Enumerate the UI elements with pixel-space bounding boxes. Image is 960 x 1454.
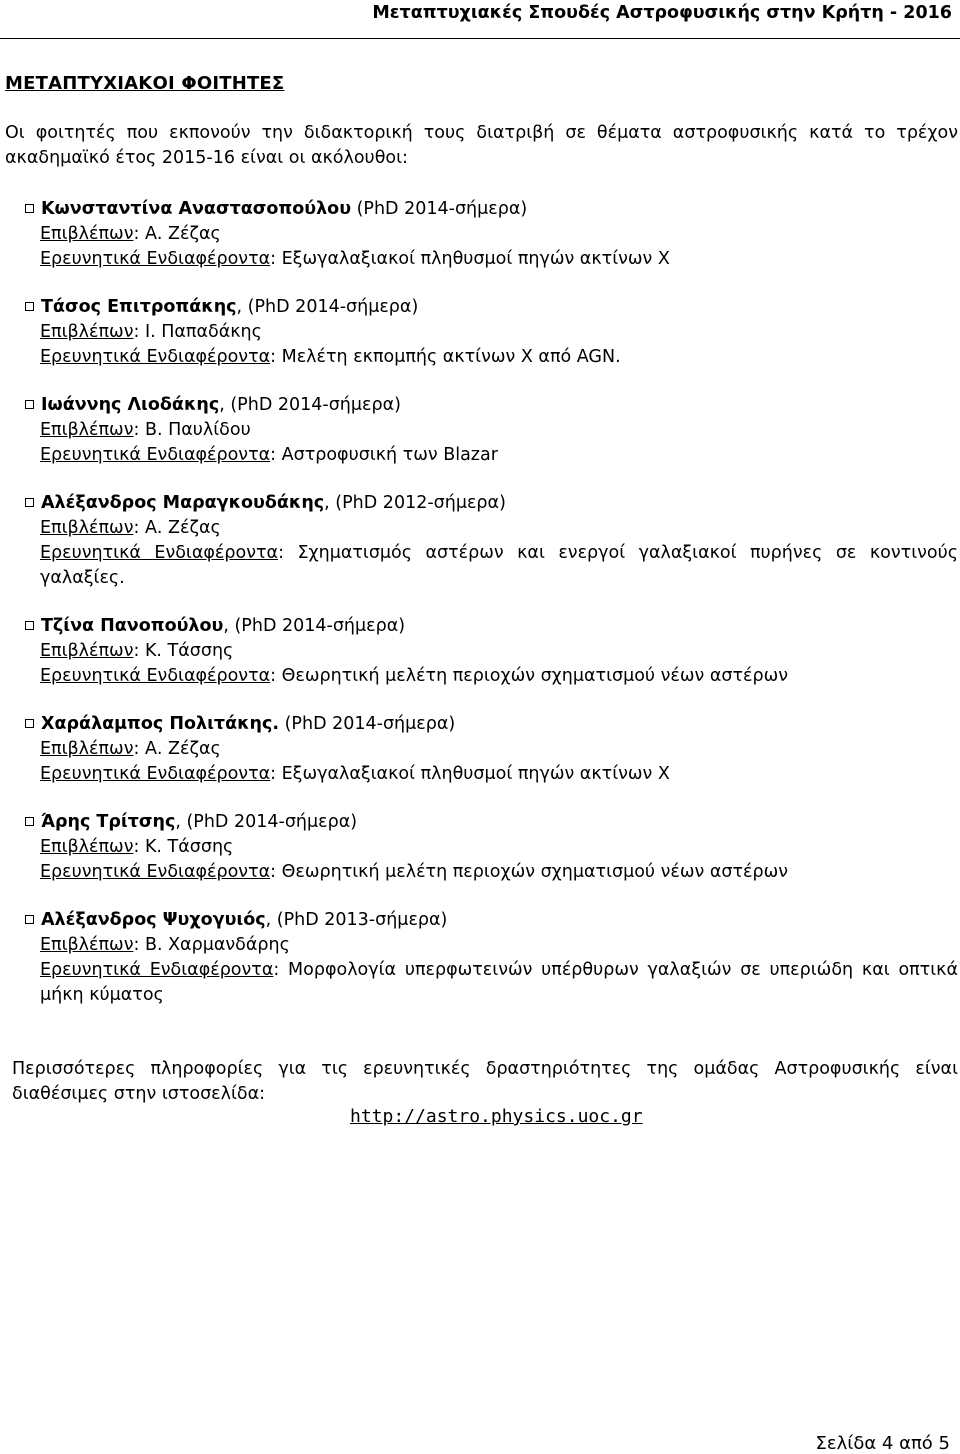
- interests-line: Ερευνητικά Ενδιαφέροντα: Εξωγαλαξιακοί πληθυσμοί πηγών ακτίνων Χ: [40, 249, 670, 269]
- section-title: ΜΕΤΑΠΤΥΧΙΑΚΟΙ ΦΟΙΤΗΤΕΣ: [5, 73, 285, 94]
- supervisor-line: Επιβλέπων: Α. Ζέζας: [40, 739, 221, 759]
- student-name: Άρης Τρίτσης: [41, 812, 176, 832]
- supervisor-label: Επιβλέπων: [40, 518, 134, 538]
- student-name-line: [25, 712, 455, 737]
- student-name-line: [25, 393, 401, 418]
- supervisor-line: Επιβλέπων: Β. Χαρμανδάρης: [40, 935, 290, 955]
- interests-label: Ερευνητικά Ενδιαφέροντα: [40, 764, 271, 784]
- student-name-line: [25, 197, 527, 222]
- document-header-title: Μεταπτυχιακές Σπουδές Αστροφυσικής στην Κρήτη - 2016: [372, 3, 952, 23]
- interests-line: Ερευνητικά Ενδιαφέροντα: Θεωρητική μελέτη περιοχών σχηματισμού νέων αστέρων: [40, 862, 788, 882]
- interests-label: Ερευνητικά Ενδιαφέροντα: [40, 445, 271, 465]
- supervisor-label: Επιβλέπων: [40, 420, 134, 440]
- page-number: Σελίδα 4 από 5: [815, 1433, 950, 1454]
- supervisor-name: Β. Παυλίδου: [144, 420, 251, 440]
- interests-label: Ερευνητικά Ενδιαφέροντα: [40, 249, 271, 269]
- student-degree: , (PhD 2013-σήμερα): [265, 910, 448, 930]
- student-name-line: [25, 614, 405, 639]
- website-link[interactable]: http://astro.physics.uoc.gr: [350, 1106, 643, 1127]
- student-degree: , (PhD 2014-σήμερα): [219, 395, 401, 415]
- student-degree: (PhD 2014-σήμερα): [351, 199, 528, 219]
- student-name-line: [25, 491, 506, 516]
- supervisor-name: Α. Ζέζας: [144, 518, 221, 538]
- interests-label: Ερευνητικά Ενδιαφέροντα: [40, 666, 271, 686]
- checkbox-bullet-icon: [25, 498, 34, 507]
- interests-label: Ερευνητικά Ενδιαφέροντα: [40, 960, 274, 980]
- interests-label: Ερευνητικά Ενδιαφέροντα: [40, 543, 279, 563]
- interests-text: Μορφολογία υπερφωτεινών υπέρθυρων γαλαξιών σε υπεριώδη και οπτικά μήκη κύματος: [40, 960, 958, 1005]
- student-name-line: [25, 295, 418, 320]
- student-name-line: [25, 810, 357, 835]
- interests-text: Εξωγαλαξιακοί πληθυσμοί πηγών ακτίνων Χ: [281, 764, 670, 784]
- checkbox-bullet-icon: [25, 621, 34, 630]
- supervisor-name: Β. Χαρμανδάρης: [144, 935, 290, 955]
- interests-text: Θεωρητική μελέτη περιοχών σχηματισμού νέων αστέρων: [281, 666, 788, 686]
- supervisor-line: Επιβλέπων: Ι. Παπαδάκης: [40, 322, 262, 342]
- checkbox-bullet-icon: [25, 400, 34, 409]
- footer-paragraph: Περισσότερες πληροφορίες για τις ερευνητικές δραστηριότητες της ομάδας Αστροφυσικής είναι διαθέσιμες στην ιστοσελίδα:: [12, 1059, 958, 1104]
- interests-line: Ερευνητικά Ενδιαφέροντα: Αστροφυσική των Blazar: [40, 445, 498, 465]
- header-divider: [0, 38, 960, 39]
- intro-paragraph: Οι φοιτητές που εκπονούν την διδακτορική τους διατριβή σε θέματα αστροφυσικής κατά το τρέχον ακαδημαϊκό έτος 2015-16 είναι οι ακόλουθοι:: [5, 123, 958, 168]
- checkbox-bullet-icon: [25, 302, 34, 311]
- supervisor-name: Α. Ζέζας: [144, 739, 221, 759]
- student-name: Αλέξανδρος Μαραγκουδάκης: [41, 493, 325, 513]
- supervisor-label: Επιβλέπων: [40, 224, 134, 244]
- supervisor-line: Επιβλέπων: Α. Ζέζας: [40, 518, 221, 538]
- student-degree: , (PhD 2014-σήμερα): [236, 297, 419, 317]
- supervisor-line: Επιβλέπων: Α. Ζέζας: [40, 224, 221, 244]
- student-degree: (PhD 2014-σήμερα): [279, 714, 456, 734]
- interests-text: Εξωγαλαξιακοί πληθυσμοί πηγών ακτίνων Χ: [281, 249, 670, 269]
- interests-text: Σχηματισμός αστέρων και ενεργοί γαλαξιακοί πυρήνες σε κοντινούς γαλαξίες.: [40, 543, 958, 588]
- supervisor-line: Επιβλέπων: Κ. Τάσσης: [40, 641, 234, 661]
- checkbox-bullet-icon: [25, 719, 34, 728]
- interests-label: Ερευνητικά Ενδιαφέροντα: [40, 862, 271, 882]
- supervisor-line: Επιβλέπων: Κ. Τάσσης: [40, 837, 234, 857]
- interests-text: Αστροφυσική των Blazar: [281, 445, 498, 465]
- interests-line: Ερευνητικά Ενδιαφέροντα: Θεωρητική μελέτη περιοχών σχηματισμού νέων αστέρων: [40, 666, 788, 686]
- supervisor-name: Κ. Τάσσης: [144, 837, 234, 857]
- student-degree: , (PhD 2012-σήμερα): [324, 493, 506, 513]
- student-name: Τζίνα Πανοπούλου: [41, 616, 224, 636]
- student-name: Τάσος Επιτροπάκης: [41, 297, 237, 317]
- supervisor-name: Ι. Παπαδάκης: [144, 322, 262, 342]
- interests-line: Ερευνητικά Ενδιαφέροντα: Μελέτη εκπομπής ακτίνων Χ από AGN.: [40, 347, 621, 367]
- supervisor-label: Επιβλέπων: [40, 739, 134, 759]
- supervisor-label: Επιβλέπων: [40, 322, 134, 342]
- student-name: Αλέξανδρος Ψυχογυιός: [41, 910, 266, 930]
- interests-text: Θεωρητική μελέτη περιοχών σχηματισμού νέων αστέρων: [281, 862, 788, 882]
- checkbox-bullet-icon: [25, 204, 34, 213]
- checkbox-bullet-icon: [25, 915, 34, 924]
- student-name: Ιωάννης Λιοδάκης: [41, 395, 220, 415]
- interests-line: Ερευνητικά Ενδιαφέροντα: Σχηματισμός αστέρων και ενεργοί γαλαξιακοί πυρήνες σε κοντινούς γαλαξίες.: [40, 543, 958, 588]
- supervisor-label: Επιβλέπων: [40, 935, 134, 955]
- student-name: Κωνσταντίνα Αναστασοπούλου: [41, 199, 352, 219]
- student-name-line: [25, 908, 447, 933]
- interests-label: Ερευνητικά Ενδιαφέροντα: [40, 347, 271, 367]
- checkbox-bullet-icon: [25, 817, 34, 826]
- student-name: Χαράλαμπος Πολιτάκης.: [41, 714, 280, 734]
- supervisor-label: Επιβλέπων: [40, 837, 134, 857]
- interests-text: Μελέτη εκπομπής ακτίνων Χ από AGN.: [281, 347, 621, 367]
- student-degree: , (PhD 2014-σήμερα): [223, 616, 406, 636]
- supervisor-label: Επιβλέπων: [40, 641, 134, 661]
- supervisor-name: Α. Ζέζας: [144, 224, 221, 244]
- student-degree: , (PhD 2014-σήμερα): [175, 812, 358, 832]
- supervisor-name: Κ. Τάσσης: [144, 641, 234, 661]
- interests-line: Ερευνητικά Ενδιαφέροντα: Μορφολογία υπερφωτεινών υπέρθυρων γαλαξιών σε υπεριώδη και οπτικά μήκη κύματος: [40, 960, 958, 1005]
- supervisor-line: Επιβλέπων: Β. Παυλίδου: [40, 420, 251, 440]
- interests-line: Ερευνητικά Ενδιαφέροντα: Εξωγαλαξιακοί πληθυσμοί πηγών ακτίνων Χ: [40, 764, 670, 784]
